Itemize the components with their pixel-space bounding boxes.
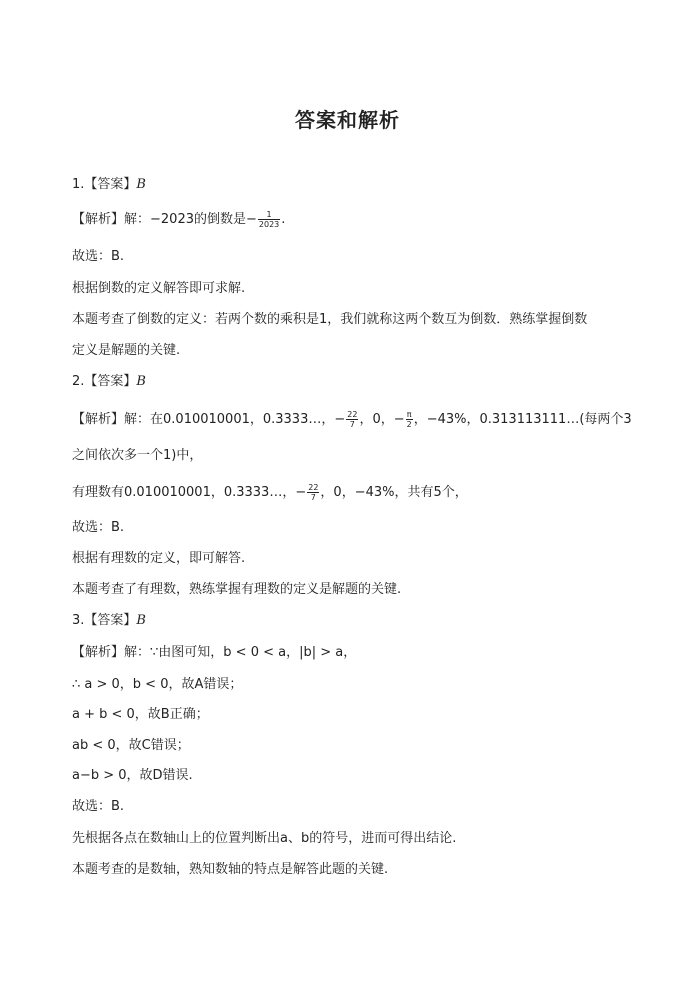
q2-answer-line <box>72 373 635 391</box>
q2-analysis-line-2: 之间依次多一个1)中， <box>72 448 203 463</box>
q1-frac-num: 1 <box>258 210 280 220</box>
q1-choice: 故选：B. <box>72 249 125 264</box>
q2-frac3-num: 22 <box>308 483 319 492</box>
q1-analysis-label: 【解析】 <box>72 212 125 227</box>
q3-answer-line <box>72 612 635 630</box>
q2-frac1-den: 7 <box>349 420 355 429</box>
q3-hint: 先根据各点在数轴山上的位置判断出a、b的符号，进而可得出结论. <box>72 831 457 846</box>
q2-frac1-num: 22 <box>347 410 358 419</box>
q2-part-a: 解：在0.010010001，0.3333…，− <box>124 412 346 427</box>
q2-frac3-den: 7 <box>310 493 316 502</box>
q3-analysis-label: 【解析】 <box>72 645 125 660</box>
q2-analysis-line <box>72 410 635 429</box>
q1-summary-1: 本题考查了倒数的定义：若两个数的乘积是1，我们就称这两个数互为倒数．熟练掌握倒数 <box>72 312 588 327</box>
q2-fraction-2 <box>406 410 413 429</box>
q2-fraction-1 <box>346 410 358 429</box>
q1-fraction <box>258 210 280 229</box>
q2-answer-value: B <box>136 374 146 389</box>
q3-choice: 故选：B. <box>72 799 125 814</box>
q1-answer-line <box>72 176 635 194</box>
q2-part-b: ，0，− <box>359 412 405 427</box>
q1-summary-2: 定义是解题的关键. <box>72 343 181 358</box>
q3-answer-head: 3.【答案】 <box>72 613 137 628</box>
q1-answer-value: B <box>136 177 146 192</box>
q2-summary: 本题考查了有理数，熟练掌握有理数的定义是解题的关键. <box>72 582 402 597</box>
q1-frac-den: 2023 <box>258 220 280 229</box>
q2-hint: 根据有理数的定义，即可解答. <box>72 551 246 566</box>
q2-rational-line <box>72 483 635 502</box>
q3-step-3: ab < 0，故C错误； <box>72 738 190 753</box>
q1-end: . <box>281 212 286 227</box>
q1-hint: 根据倒数的定义解答即可求解. <box>72 281 246 296</box>
q1-analysis-text: 解：−2023的倒数是− <box>124 212 257 227</box>
q2-answer-head: 2.【答案】 <box>72 374 137 389</box>
q2-fraction-3 <box>307 483 319 502</box>
q2-part-c: ，−43%，0.313113111…(每两个3 <box>413 412 632 427</box>
q2-frac2-num: π <box>406 410 412 419</box>
q3-step-2: a + b < 0，故B正确； <box>72 707 209 722</box>
q1-answer-head: 1.【答案】 <box>72 177 137 192</box>
q2-rational-a: 有理数有0.010010001，0.3333…，− <box>72 485 307 500</box>
q2-analysis-label: 【解析】 <box>72 412 125 427</box>
page-title: 答案和解析 <box>295 108 400 132</box>
q3-analysis-line <box>72 644 635 662</box>
q1-analysis-line <box>72 210 635 229</box>
q3-summary: 本题考查的是数轴，熟知数轴的特点是解答此题的关键. <box>72 862 389 877</box>
q2-rational-b: ，0，−43%，共有5个， <box>320 485 468 500</box>
q3-step-4: a−b > 0，故D错误. <box>72 768 193 783</box>
q3-answer-value: B <box>136 613 146 628</box>
q3-analysis-text: 解：∵由图可知，b < 0 < a，|b| > a， <box>124 645 357 660</box>
q3-step-1: ∴ a > 0，b < 0，故A错误； <box>72 677 243 692</box>
q2-frac2-den: 2 <box>406 420 412 429</box>
q2-choice: 故选：B. <box>72 520 125 535</box>
